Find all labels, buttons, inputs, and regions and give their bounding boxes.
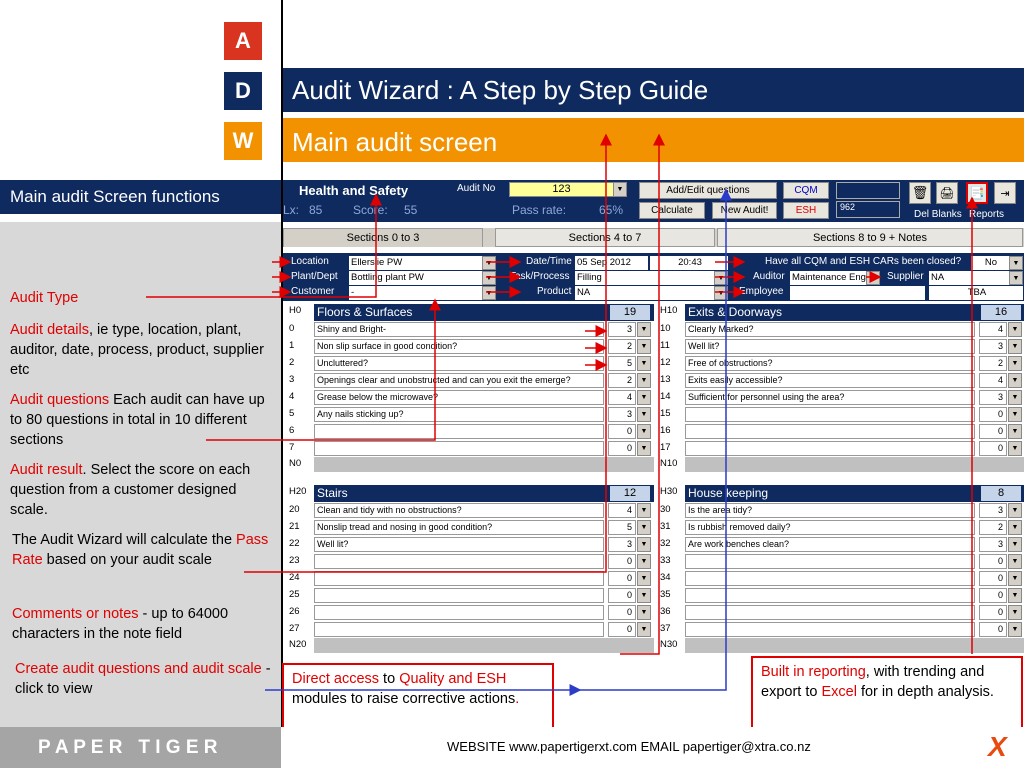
question-row xyxy=(289,406,654,423)
tab-sections-0-3[interactable]: Sections 0 to 3 xyxy=(283,228,483,247)
question-score[interactable]: 0 xyxy=(608,441,636,456)
comments-label: Comments or notes xyxy=(12,606,139,622)
section-score: 12 xyxy=(610,486,650,501)
section-footer-code: N10 xyxy=(660,458,678,469)
dropdown-arrow-icon[interactable]: ▼ xyxy=(1008,520,1022,535)
score-value: 55 xyxy=(404,203,418,217)
question-row xyxy=(289,553,654,570)
question-number: 31 xyxy=(660,521,671,532)
question-number: 21 xyxy=(289,521,300,532)
lx-label: Lx: xyxy=(283,203,300,217)
section-code: H10 xyxy=(660,305,678,316)
question-score[interactable]: 3 xyxy=(608,537,636,552)
pass-rate-pre: The Audit Wizard will calculate the xyxy=(12,532,237,548)
question-number: 26 xyxy=(289,606,300,617)
question-text[interactable] xyxy=(314,605,604,620)
auditor-dropdown-arrow-icon[interactable]: ▼ xyxy=(866,271,880,285)
section-notes-bar[interactable] xyxy=(314,638,654,653)
audit-details-text: , ie type, location, plant, auditor, date, process, product, supplier etc xyxy=(10,322,264,378)
question-score[interactable]: 3 xyxy=(608,322,636,337)
note-audit-questions xyxy=(10,390,272,450)
question-text[interactable]: Non slip surface in good condition? xyxy=(314,339,604,354)
location-dropdown-arrow-icon[interactable]: ▼ xyxy=(482,256,496,270)
question-score[interactable]: 0 xyxy=(979,622,1007,637)
closed-question: Have all CQM and ESH CARs been closed? xyxy=(765,256,962,267)
section-header xyxy=(685,485,1024,502)
comments-text: - up to 64000 characters in the note field xyxy=(12,606,229,642)
note-pass-rate xyxy=(12,530,274,570)
question-number: 5 xyxy=(289,408,295,419)
section-notes-bar[interactable] xyxy=(685,457,1024,472)
question-text[interactable]: Shiny and Bright- xyxy=(314,322,604,337)
question-score[interactable]: 4 xyxy=(608,390,636,405)
dropdown-arrow-icon[interactable]: ▼ xyxy=(637,537,651,552)
section-title: Exits & Doorways xyxy=(688,305,783,319)
pass-rate-label: Pass Rate xyxy=(12,532,269,568)
dropdown-arrow-icon[interactable]: ▼ xyxy=(1008,339,1022,354)
question-row xyxy=(289,372,654,389)
add-edit-questions-button[interactable]: Add/Edit questions xyxy=(639,182,777,199)
question-text[interactable] xyxy=(685,571,975,586)
question-score[interactable]: 0 xyxy=(979,407,1007,422)
question-score[interactable]: 3 xyxy=(979,537,1007,552)
question-score[interactable]: 4 xyxy=(979,322,1007,337)
question-score[interactable]: 0 xyxy=(608,554,636,569)
question-text[interactable] xyxy=(685,605,975,620)
question-row xyxy=(660,553,1024,570)
section-notes-bar[interactable] xyxy=(314,457,654,472)
dropdown-arrow-icon[interactable]: ▼ xyxy=(1008,424,1022,439)
question-number: 2 xyxy=(289,357,295,368)
page-title: Audit Wizard : A Step by Step Guide xyxy=(283,68,1024,112)
question-score[interactable]: 3 xyxy=(979,390,1007,405)
question-score[interactable]: 2 xyxy=(979,356,1007,371)
question-score[interactable]: 0 xyxy=(608,622,636,637)
dropdown-arrow-icon[interactable]: ▼ xyxy=(637,407,651,422)
brand-name: P A P E R T I G E R xyxy=(0,727,281,768)
logo-letter-d: D xyxy=(224,72,262,110)
dropdown-arrow-icon[interactable]: ▼ xyxy=(637,356,651,371)
question-score[interactable]: 4 xyxy=(608,503,636,518)
question-row xyxy=(289,536,654,553)
question-number: 36 xyxy=(660,606,671,617)
question-row xyxy=(289,423,654,440)
question-row xyxy=(660,389,1024,406)
question-text[interactable]: Clean and tidy with no obstructions? xyxy=(314,503,604,518)
logo-letter-a: A xyxy=(224,22,262,60)
section-header xyxy=(314,485,654,502)
question-number: 15 xyxy=(660,408,671,419)
question-row xyxy=(289,338,654,355)
contact-info: WEBSITE www.papertigerxt.com EMAIL papertiger@xtra.co.nz xyxy=(447,739,811,754)
del-blanks-label: Del Blanks xyxy=(914,209,962,220)
product-dropdown-arrow-icon[interactable]: ▼ xyxy=(714,286,728,300)
section-header xyxy=(314,304,654,321)
dropdown-arrow-icon[interactable]: ▼ xyxy=(1008,503,1022,518)
reporting-text: , with trending and export to xyxy=(761,664,985,700)
question-row xyxy=(660,536,1024,553)
question-number: 3 xyxy=(289,374,295,385)
dropdown-arrow-icon[interactable]: ▼ xyxy=(637,520,651,535)
quality-esh-label: Quality and ESH xyxy=(399,671,507,687)
brand-x-mark: X xyxy=(988,731,1007,762)
question-row xyxy=(660,406,1024,423)
question-row xyxy=(660,372,1024,389)
report-icon[interactable]: 📑 xyxy=(966,182,988,204)
supplier-label: Supplier xyxy=(887,271,924,282)
pass-rate-value: 65% xyxy=(599,203,624,217)
pass-rate-label: Pass rate: xyxy=(512,203,567,217)
exit-icon[interactable]: ⇥ xyxy=(994,182,1016,204)
dropdown-arrow-icon[interactable]: ▼ xyxy=(1008,571,1022,586)
question-row xyxy=(660,423,1024,440)
question-row xyxy=(660,502,1024,519)
calculate-button[interactable]: Calculate xyxy=(639,202,705,219)
question-text[interactable]: Is the area tidy? xyxy=(685,503,975,518)
app-title: Health and Safety xyxy=(299,183,409,198)
dropdown-arrow-icon[interactable]: ▼ xyxy=(1008,622,1022,637)
dropdown-arrow-icon[interactable]: ▼ xyxy=(1008,537,1022,552)
dropdown-arrow-icon[interactable]: ▼ xyxy=(637,373,651,388)
question-number: 27 xyxy=(289,623,300,634)
section-footer-code: N30 xyxy=(660,639,678,650)
auditor-field[interactable]: Maintenance Eng xyxy=(792,272,866,283)
question-score[interactable]: 2 xyxy=(608,339,636,354)
section-title: Floors & Surfaces xyxy=(317,305,413,319)
question-text[interactable] xyxy=(314,554,604,569)
section-score: 16 xyxy=(981,305,1021,320)
section-notes-bar[interactable] xyxy=(685,638,1024,653)
logo-letter-w: W xyxy=(224,122,262,160)
audit-questions-text: Each audit can have up to 80 questions in total in 10 different sections xyxy=(10,392,265,448)
dropdown-arrow-icon[interactable]: ▼ xyxy=(1008,554,1022,569)
question-number: 14 xyxy=(660,391,671,402)
reporting-end: for in depth analysis. xyxy=(856,684,994,700)
section-tabs xyxy=(283,228,1024,247)
question-score[interactable]: 0 xyxy=(979,571,1007,586)
question-text[interactable]: Are work benches clean? xyxy=(685,537,975,552)
dropdown-arrow-icon[interactable]: ▼ xyxy=(637,390,651,405)
tab-sections-8-9[interactable]: Sections 8 to 9 + Notes xyxy=(717,228,1023,247)
section-code: H30 xyxy=(660,486,678,497)
plant-label: Plant/Dept xyxy=(291,271,338,282)
dropdown-arrow-icon[interactable]: ▼ xyxy=(613,182,627,197)
note-audit-result xyxy=(10,460,272,520)
closed-dropdown-arrow-icon[interactable]: ▼ xyxy=(1009,256,1023,270)
dropdown-arrow-icon[interactable]: ▼ xyxy=(637,339,651,354)
dropdown-arrow-icon[interactable]: ▼ xyxy=(637,322,651,337)
question-number: 16 xyxy=(660,425,671,436)
question-text[interactable] xyxy=(314,424,604,439)
number-box: 962 xyxy=(836,201,900,218)
question-number: 22 xyxy=(289,538,300,549)
question-score[interactable]: 0 xyxy=(979,441,1007,456)
question-text[interactable] xyxy=(685,424,975,439)
employee-label: Employee xyxy=(739,286,784,297)
printer-icon[interactable]: 🖨 xyxy=(936,182,958,204)
dropdown-arrow-icon[interactable]: ▼ xyxy=(637,424,651,439)
question-number: 0 xyxy=(289,323,295,334)
blank-box xyxy=(836,182,900,199)
section-code: H0 xyxy=(289,305,302,316)
question-text[interactable]: Free of obstructions? xyxy=(685,356,975,371)
callout-reporting xyxy=(751,656,1023,732)
section-title: Stairs xyxy=(317,486,348,500)
dropdown-arrow-icon[interactable]: ▼ xyxy=(637,441,651,456)
tab-sections-4-7[interactable]: Sections 4 to 7 xyxy=(495,228,715,247)
question-row xyxy=(289,321,654,338)
question-text[interactable]: Grease below the microwave? xyxy=(314,390,604,405)
question-number: 20 xyxy=(289,504,300,515)
plant-dropdown-arrow-icon[interactable]: ▼ xyxy=(482,271,496,285)
question-number: 4 xyxy=(289,391,295,402)
location-label: Location xyxy=(291,256,329,267)
task-dropdown-arrow-icon[interactable]: ▼ xyxy=(714,271,728,285)
question-number: 13 xyxy=(660,374,671,385)
trash-icon[interactable]: 🗑 xyxy=(909,182,931,204)
dropdown-arrow-icon[interactable]: ▼ xyxy=(1008,407,1022,422)
question-text[interactable] xyxy=(314,588,604,603)
question-score[interactable]: 3 xyxy=(979,339,1007,354)
question-score[interactable]: 0 xyxy=(608,588,636,603)
task-field[interactable]: Filling xyxy=(575,271,714,285)
dropdown-arrow-icon[interactable]: ▼ xyxy=(1008,390,1022,405)
question-row xyxy=(289,355,654,372)
note-comments xyxy=(12,604,274,644)
question-number: 34 xyxy=(660,572,671,583)
dropdown-arrow-icon[interactable]: ▼ xyxy=(1008,588,1022,603)
section-score: 8 xyxy=(981,486,1021,501)
left-panel xyxy=(0,222,281,727)
esh-button[interactable]: ESH xyxy=(783,202,829,219)
question-text[interactable] xyxy=(685,622,975,637)
question-number: 1 xyxy=(289,340,295,351)
question-number: 10 xyxy=(660,323,671,334)
question-row xyxy=(660,321,1024,338)
audit-no-field[interactable]: 123 xyxy=(509,182,614,197)
employee-field[interactable] xyxy=(790,286,925,300)
lx-value: 85 xyxy=(309,203,323,217)
question-row xyxy=(660,338,1024,355)
question-text[interactable] xyxy=(685,407,975,422)
question-row xyxy=(660,519,1024,536)
direct-mid: to xyxy=(379,671,400,687)
reporting-label: Built in reporting xyxy=(761,664,866,680)
question-row xyxy=(660,355,1024,372)
question-score[interactable]: 0 xyxy=(979,605,1007,620)
question-row xyxy=(660,587,1024,604)
section-footer-code: N20 xyxy=(289,639,307,650)
question-score[interactable]: 2 xyxy=(979,520,1007,535)
question-number: 12 xyxy=(660,357,671,368)
section-score: 19 xyxy=(610,305,650,320)
question-number: 7 xyxy=(289,442,295,453)
question-text[interactable] xyxy=(314,441,604,456)
question-score[interactable]: 0 xyxy=(979,424,1007,439)
question-text[interactable] xyxy=(314,622,604,637)
question-score[interactable]: 2 xyxy=(608,373,636,388)
section-header xyxy=(685,304,1024,321)
date-field[interactable]: 05 Sep 2012 xyxy=(575,256,648,270)
plant-field[interactable]: Bottling plant PW xyxy=(349,271,482,285)
question-number: 23 xyxy=(289,555,300,566)
question-row xyxy=(289,570,654,587)
audit-details-panel xyxy=(283,253,1024,301)
note-audit-details xyxy=(10,320,272,380)
question-row xyxy=(289,389,654,406)
question-text[interactable]: Well lit? xyxy=(314,537,604,552)
create-text: - click to view xyxy=(15,661,271,697)
create-label[interactable]: Create audit questions and audit scale xyxy=(15,661,262,677)
pass-rate-post: based on your audit scale xyxy=(42,552,212,568)
dropdown-arrow-icon[interactable]: ▼ xyxy=(637,622,651,637)
question-text[interactable]: Exits easily accessible? xyxy=(685,373,975,388)
question-row xyxy=(660,621,1024,638)
question-text[interactable]: Clearly Marked? xyxy=(685,322,975,337)
excel-label: Excel xyxy=(821,684,857,700)
direct-access-text: modules to raise corrective actions xyxy=(292,691,516,707)
question-number: 35 xyxy=(660,589,671,600)
app-toolbar xyxy=(283,180,1024,222)
note-create-questions[interactable] xyxy=(15,659,277,699)
location-field[interactable]: Ellerslie PW xyxy=(349,256,482,270)
question-text[interactable] xyxy=(685,554,975,569)
time-field[interactable]: 20:43 xyxy=(650,256,728,270)
auditor-label: Auditor xyxy=(753,271,785,282)
audit-app-window xyxy=(283,180,1024,727)
dropdown-arrow-icon[interactable]: ▼ xyxy=(1008,322,1022,337)
supplier-field[interactable]: NA xyxy=(929,271,1009,285)
score-label: Score: xyxy=(353,203,388,217)
question-number: 33 xyxy=(660,555,671,566)
question-row xyxy=(289,519,654,536)
customer-dropdown-arrow-icon[interactable]: ▼ xyxy=(482,286,496,300)
product-label: Product xyxy=(537,286,572,297)
page-subtitle: Main audit screen xyxy=(283,118,1024,162)
direct-access-label: Direct access xyxy=(292,671,380,687)
dropdown-arrow-icon[interactable]: ▼ xyxy=(637,503,651,518)
dropdown-arrow-icon[interactable]: ▼ xyxy=(1008,605,1022,620)
reports-label: Reports xyxy=(969,209,1005,220)
question-number: 30 xyxy=(660,504,671,515)
new-audit-button[interactable]: New Audit! xyxy=(712,202,777,219)
question-score[interactable]: 5 xyxy=(608,520,636,535)
dropdown-arrow-icon[interactable]: ▼ xyxy=(1008,441,1022,456)
question-number: 6 xyxy=(289,425,295,436)
datetime-label: Date/Time xyxy=(526,256,572,267)
question-number: 11 xyxy=(660,340,670,351)
direct-end: . xyxy=(515,691,520,707)
question-score[interactable]: 0 xyxy=(608,571,636,586)
question-score[interactable]: 0 xyxy=(608,605,636,620)
supplier-dropdown-arrow-icon[interactable]: ▼ xyxy=(1009,271,1023,285)
question-number: 25 xyxy=(289,589,300,600)
question-score[interactable]: 3 xyxy=(979,503,1007,518)
audit-result-label: Audit result xyxy=(10,462,83,478)
employee-value[interactable]: TBA xyxy=(929,286,1023,300)
question-text[interactable]: Any nails sticking up? xyxy=(314,407,604,422)
audit-result-text: . Select the score on each question from a customer designed scale. xyxy=(10,462,251,518)
question-row xyxy=(289,604,654,621)
audit-details-label: Audit details xyxy=(10,322,89,338)
question-text[interactable]: Sufficient for personnel using the area? xyxy=(685,390,975,405)
task-label: Task/Process xyxy=(510,271,570,282)
question-text[interactable]: Is rubbish removed daily? xyxy=(685,520,975,535)
section-code: H20 xyxy=(289,486,307,497)
question-score[interactable]: 0 xyxy=(979,588,1007,603)
dropdown-arrow-icon[interactable]: ▼ xyxy=(637,588,651,603)
question-number: 24 xyxy=(289,572,300,583)
section-title: House keeping xyxy=(688,486,769,500)
question-score[interactable]: 4 xyxy=(979,373,1007,388)
question-text[interactable]: Nonslip tread and nosing in good condition? xyxy=(314,520,604,535)
customer-label: Customer xyxy=(291,286,335,297)
question-row xyxy=(289,502,654,519)
question-text[interactable]: Uncluttered? xyxy=(314,356,604,371)
question-row xyxy=(289,621,654,638)
dropdown-arrow-icon[interactable]: ▼ xyxy=(1008,373,1022,388)
question-number: 32 xyxy=(660,538,671,549)
question-row xyxy=(660,570,1024,587)
question-text[interactable] xyxy=(685,441,975,456)
question-row xyxy=(289,587,654,604)
audit-no-label: Audit No xyxy=(457,183,496,194)
question-number: 17 xyxy=(660,442,671,453)
customer-field[interactable]: - xyxy=(349,286,482,300)
cqm-button[interactable]: CQM xyxy=(783,182,829,199)
product-field[interactable]: NA xyxy=(575,286,714,300)
question-text[interactable]: Well lit? xyxy=(685,339,975,354)
question-text[interactable]: Openings clear and unobstructed and can you exit the emerge? xyxy=(314,373,604,388)
question-row xyxy=(660,440,1024,457)
dropdown-arrow-icon[interactable]: ▼ xyxy=(637,605,651,620)
note-audit-type: Audit Type xyxy=(10,290,79,306)
footer xyxy=(0,727,1024,768)
left-heading: Main audit Screen functions xyxy=(0,180,281,214)
section-footer-code: N0 xyxy=(289,458,302,469)
question-score[interactable]: 5 xyxy=(608,356,636,371)
question-score[interactable]: 0 xyxy=(608,424,636,439)
question-row xyxy=(289,440,654,457)
question-score[interactable]: 3 xyxy=(608,407,636,422)
question-score[interactable]: 0 xyxy=(979,554,1007,569)
question-text[interactable] xyxy=(314,571,604,586)
closed-answer[interactable]: No xyxy=(971,256,1009,270)
question-row xyxy=(660,604,1024,621)
question-number: 37 xyxy=(660,623,671,634)
question-text[interactable] xyxy=(685,588,975,603)
dropdown-arrow-icon[interactable]: ▼ xyxy=(637,554,651,569)
audit-questions-label: Audit questions xyxy=(10,392,110,408)
dropdown-arrow-icon[interactable]: ▼ xyxy=(637,571,651,586)
dropdown-arrow-icon[interactable]: ▼ xyxy=(1008,356,1022,371)
